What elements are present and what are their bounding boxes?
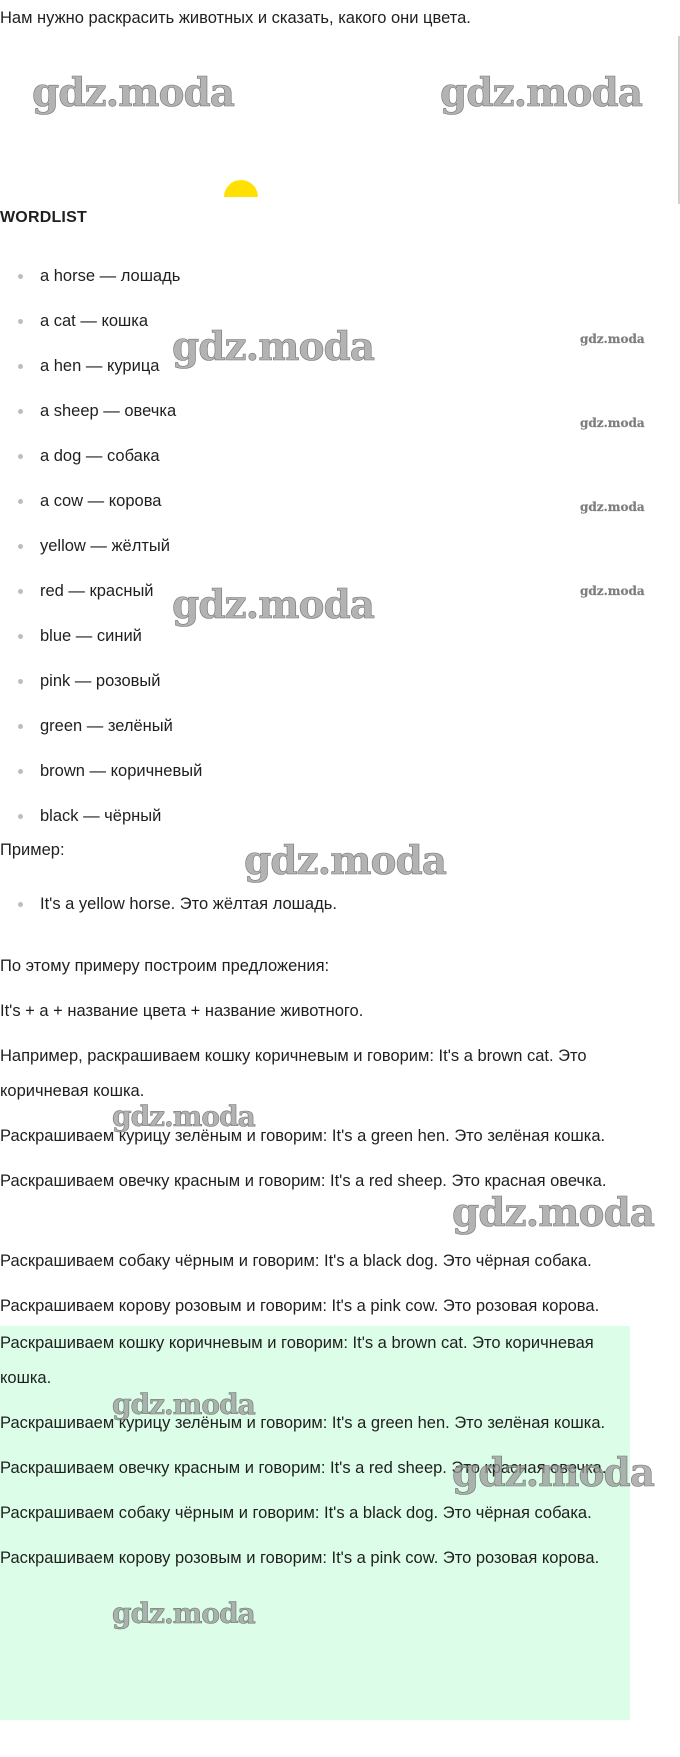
answer-sentence: Раскрашиваем корову розовым и говорим: It's a pink cow. Это розовая корова.	[0, 1549, 600, 1567]
list-item: red — красный	[0, 579, 600, 624]
list-item: pink — розовый	[0, 669, 600, 714]
list-item: brown — коричневый	[0, 759, 600, 804]
intro-text: Нам нужно раскрасить животных и сказать, какого они цвета.	[0, 9, 471, 27]
watermark-logo: gdz.moda	[32, 70, 235, 116]
example-list	[0, 892, 337, 916]
watermark-logo: gdz.moda	[440, 70, 643, 116]
watermark-logo: gdz.moda	[172, 582, 375, 628]
watermark-logo: gdz.moda	[172, 324, 375, 370]
watermark-logo: gdz.moda	[112, 1597, 255, 1630]
list-item: green — зелёный	[0, 714, 600, 759]
answer-box	[0, 1326, 630, 1720]
list-item: a cow — корова	[0, 489, 600, 534]
sentence: Раскрашиваем курицу зелёным и говорим: It's a green hen. Это зелёная кошка.	[0, 1127, 606, 1145]
watermark-logo: gdz.moda	[452, 1190, 655, 1236]
example-label: Пример:	[0, 841, 65, 859]
list-item: yellow — жёлтый	[0, 534, 600, 579]
section-title: WORDLIST	[0, 209, 87, 226]
watermark-logo: gdz.moda	[244, 838, 447, 884]
formula-text: It's + a + название цвета + название животного.	[0, 1002, 364, 1020]
list-item: black — чёрный	[0, 804, 600, 849]
answer-sentence: Раскрашиваем собаку чёрным и говорим: It's a black dog. Это чёрная собака.	[0, 1504, 592, 1522]
build-text: По этому примеру построим предложения:	[0, 957, 330, 975]
sentence: Раскрашиваем корову розовым и говорим: It's a pink cow. Это розовая корова.	[0, 1297, 600, 1315]
list-item: a horse — лошадь	[0, 264, 600, 309]
sentence: Раскрашиваем собаку чёрным и говорим: It's a black dog. Это чёрная собака.	[0, 1252, 592, 1270]
watermark-logo: gdz.moda	[112, 1100, 255, 1133]
watermark-logo: gdz.moda	[580, 584, 645, 598]
watermark-logo: gdz.moda	[580, 332, 645, 346]
list-item: a dog — собака	[0, 444, 600, 489]
list-item: a sheep — овечка	[0, 399, 600, 444]
answer-sentence: Раскрашиваем курицу зелёным и говорим: It's a green hen. Это зелёная кошка.	[0, 1414, 606, 1432]
watermark-logo: gdz.moda	[580, 416, 645, 430]
wordlist	[0, 264, 600, 849]
answer-sentence: Раскрашиваем кошку коричневым и говорим: It's a brown cat. Это коричневая кошка.	[0, 1334, 594, 1387]
watermark-logo: gdz.moda	[580, 500, 645, 514]
watermark-logo: gdz.moda	[112, 1388, 255, 1421]
watermark-logo: gdz.moda	[452, 1450, 655, 1496]
answer-sentence: Раскрашиваем овечку красным и говорим: It's a red sheep. Это красная овечка.	[0, 1459, 607, 1477]
sentence: Раскрашиваем овечку красным и говорим: It's a red sheep. Это красная овечка.	[0, 1172, 607, 1190]
list-item: a hen — курица	[0, 354, 600, 399]
list-item: a cat — кошка	[0, 309, 600, 354]
example-item: It's a yellow horse. Это жёлтая лошадь.	[0, 892, 337, 916]
sun-icon	[224, 180, 258, 197]
list-item: blue — синий	[0, 624, 600, 669]
sentence: Например, раскрашиваем кошку коричневым и говорим: It's a brown cat. Это коричневая кошка.	[0, 1047, 587, 1100]
